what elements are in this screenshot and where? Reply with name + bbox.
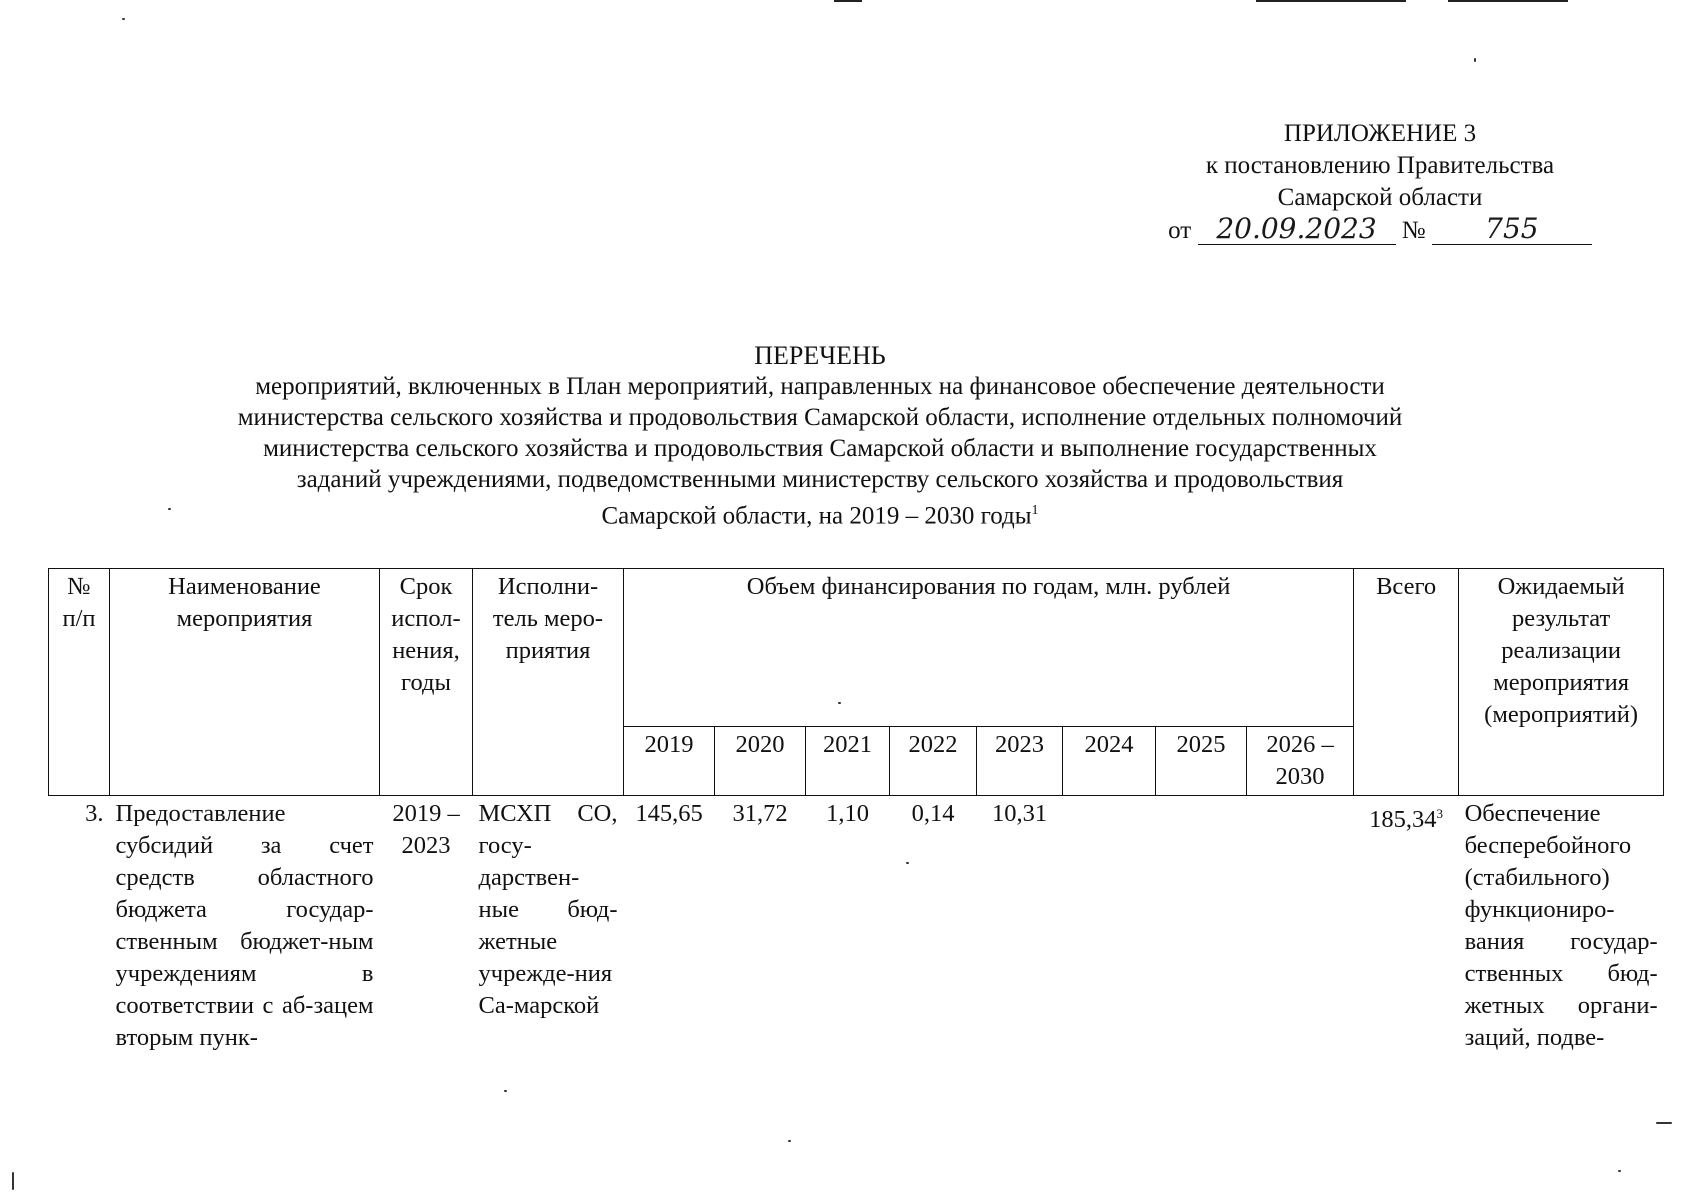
number-prefix: №	[1401, 217, 1426, 244]
title-heading: ПЕРЕЧЕНЬ	[754, 341, 886, 370]
scan-speck	[1474, 58, 1476, 62]
row-value-2019: 145,65	[635, 800, 703, 827]
row-value-2021: 1,10	[826, 800, 869, 827]
row-value-2020: 31,72	[732, 800, 788, 827]
title-line: Самарской области, на 2019 – 2030 годы	[601, 502, 1032, 530]
header-total: Всего	[1354, 569, 1459, 796]
row-value-2024	[1063, 796, 1156, 1057]
row-term: 2019 – 2023	[392, 800, 460, 859]
scan-speck	[504, 1090, 507, 1092]
header-num: № п/п	[49, 569, 110, 796]
scan-speck	[1618, 1170, 1621, 1172]
table-row	[49, 796, 1664, 1057]
row-value-2025	[1156, 796, 1247, 1057]
header-funding: Объем финансирования по годам, млн. рублей	[624, 569, 1354, 727]
handwritten-number: 755	[1432, 214, 1592, 245]
scan-mark	[1448, 0, 1568, 2]
header-result: Ожидаемый результат реализации мероприятия (мероприятий)	[1459, 569, 1664, 796]
title-line-last	[100, 495, 1540, 531]
footnote-mark: 1	[1031, 503, 1039, 518]
header-year: 2020	[715, 727, 806, 796]
row-name: Предоставление субсидий за счет средств областного бюджета государ-ственным бюджет-ным учреждениям в соответствии с аб-зацем вторым пунк-	[115, 800, 374, 1051]
title-line: министерства сельского хозяйства и продовольствия Самарской области и выполнение государственных	[263, 435, 1377, 462]
appendix-date-line	[1140, 214, 1620, 247]
scan-speck	[1656, 1122, 1672, 1124]
header-year: 2024	[1063, 727, 1156, 796]
title-line: министерства сельского хозяйства и продовольствия Самарской области, исполнение отдельных полномочий	[237, 404, 1403, 431]
title-line: заданий учреждениями, подведомственными министерству сельского хозяйства и продовольствия	[296, 466, 1344, 493]
title-line: мероприятий, включенных в План мероприятий, направленных на финансовое обеспечение деятельности	[255, 373, 1385, 400]
measures-table	[48, 568, 1664, 1056]
handwritten-date: 20.09.2023	[1198, 214, 1396, 245]
header-year: 2026 – 2030	[1247, 727, 1354, 796]
header-year: 2021	[806, 727, 890, 796]
row-value-2026-2030	[1247, 796, 1354, 1057]
document-title	[100, 340, 1540, 531]
row-total-cell	[1354, 796, 1459, 1057]
header-year: 2025	[1156, 727, 1247, 796]
header-year: 2019	[624, 727, 715, 796]
row-value-2022: 0,14	[911, 800, 955, 827]
appendix-block	[1140, 118, 1620, 247]
header-year: 2023	[977, 727, 1063, 796]
row-total: 185,34	[1369, 806, 1437, 834]
row-executor: МСХП СО, госу-дарствен-ные бюд-жетные учрежде-ния Са-марской	[478, 800, 618, 1019]
date-prefix: от	[1168, 217, 1192, 244]
appendix-line: Самарской области	[1277, 184, 1483, 211]
scan-speck	[122, 18, 125, 20]
row-value-2023: 10,31	[991, 800, 1048, 827]
total-footnote-mark: 3	[1436, 806, 1444, 821]
scan-mark	[834, 0, 862, 2]
row-result: Обеспечение бесперебойного (стабильного) функциониро-вания государ-ственных бюд-жетных органи-заций, подве-	[1464, 800, 1658, 1051]
appendix-line: к постановлению Правительства	[1205, 152, 1555, 179]
scan-mark	[1256, 0, 1406, 2]
header-name: Наименование мероприятия	[110, 569, 380, 796]
row-num: 3.	[85, 800, 104, 827]
header-term: Срок испол-нения, годы	[380, 569, 473, 796]
scan-speck	[12, 1172, 14, 1190]
appendix-title: ПРИЛОЖЕНИЕ 3	[1283, 120, 1477, 147]
header-executor: Исполни-тель меро-приятия	[473, 569, 624, 796]
header-year: 2022	[890, 727, 977, 796]
scan-speck	[788, 1140, 791, 1142]
